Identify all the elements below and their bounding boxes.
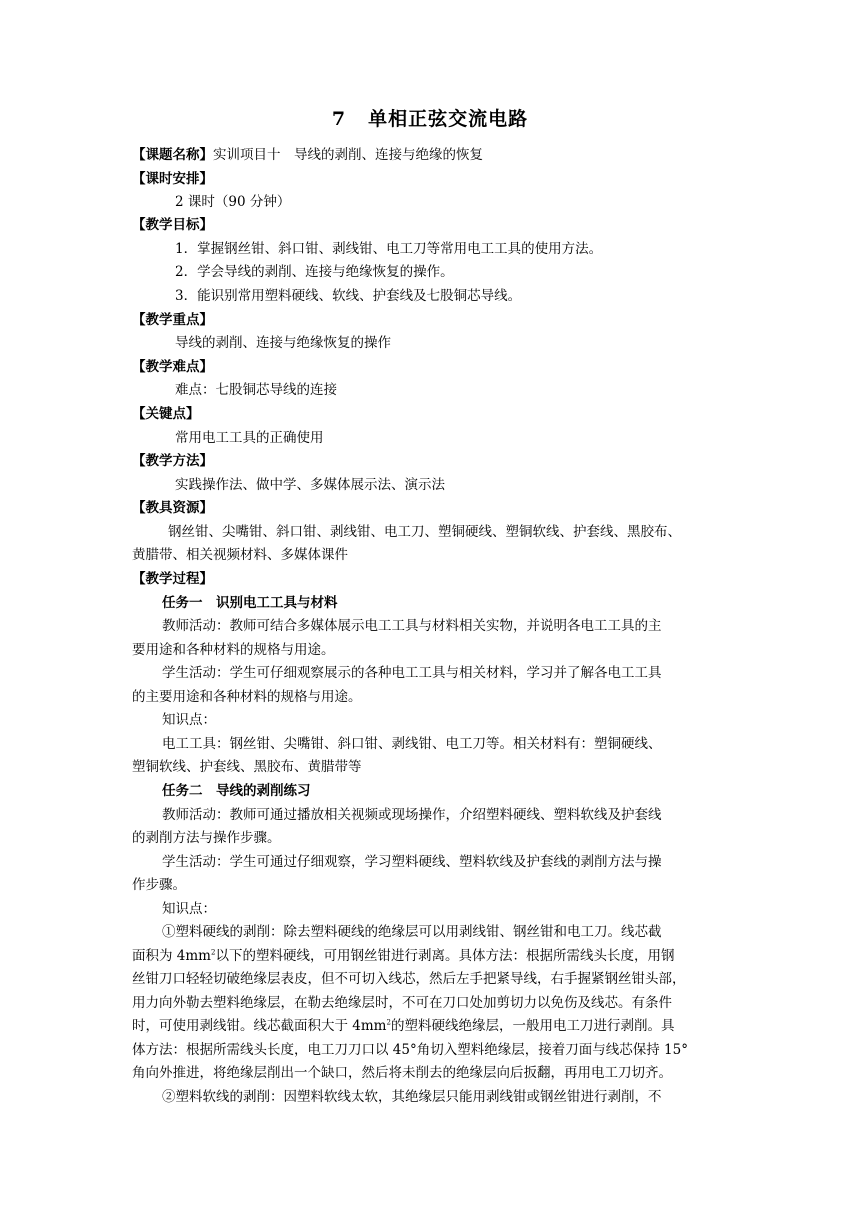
objective-item: 2．学会导线的剥削、连接与绝缘恢复的操作。 (175, 264, 454, 280)
objective-item: 1．掌握钢丝钳、斜口钳、剥线钳、电工刀等常用电工工具的使用方法。 (175, 241, 603, 257)
text-segment: 的塑料硬线绝缘层，一般用电工刀进行剥削。具 (390, 1018, 675, 1034)
schedule-label: 【课时安排】 (132, 171, 213, 187)
critical-label: 【关键点】 (132, 406, 200, 422)
task2-heading: 任务二 导线的剥削练习 (162, 783, 311, 799)
page-title (0, 104, 860, 131)
task2-knowledge-label: 知识点： (162, 901, 216, 917)
course-name-label: 【课题名称】 (132, 147, 213, 163)
objectives-label: 【教学目标】 (132, 217, 213, 233)
resources-line: 钢丝钳、尖嘴钳、斜口钳、剥线钳、电工刀、塑铜硬线、塑铜软线、护套线、黑胶布、 (168, 524, 681, 540)
key-points-label: 【教学重点】 (132, 312, 213, 328)
critical-value: 常用电工工具的正确使用 (175, 430, 324, 446)
schedule-value: 2 课时（90 分钟） (175, 194, 291, 210)
difficulties-label: 【教学难点】 (132, 359, 213, 375)
objective-item: 3．能识别常用塑料硬线、软线、护套线及七股铜芯导线。 (175, 288, 522, 304)
superscript: 2 (210, 948, 216, 957)
chapter-number: 7 (331, 108, 347, 130)
task1-heading: 任务一 识别电工工具与材料 (162, 595, 338, 611)
task1-knowledge-label: 知识点： (162, 712, 216, 728)
course-name-value: 实训项目十 导线的剥削、连接与绝缘的恢复 (213, 147, 483, 163)
hard-wire-paragraph-line: 用力向外勒去塑料绝缘层，在勒去绝缘层时，不可在刀口处加剪切力以免伤及线芯。有条件 (132, 995, 672, 1011)
task2-student-line: 作步骤。 (132, 877, 186, 893)
hard-wire-paragraph-line: 丝钳刀口轻轻切破绝缘层表皮，但不可切入线芯，然后左手把紧导线，右手握紧钢丝钳头部， (132, 971, 686, 987)
task1-knowledge-line: 电工工具：钢丝钳、尖嘴钳、斜口钳、剥线钳、电工刀等。相关材料有：塑铜硬线、 (162, 736, 662, 752)
methods-label: 【教学方法】 (132, 453, 213, 469)
superscript: 2 (386, 1018, 391, 1027)
soft-wire-paragraph-line: ②塑料软线的剥削：因塑料软线太软，其绝缘层只能用剥线钳或钢丝钳进行剥削，不 (162, 1089, 662, 1105)
hard-wire-paragraph-line: ①塑料硬线的剥削：除去塑料硬线的绝缘层可以用剥线钳、钢丝钳和电工刀。线芯截 (162, 924, 662, 940)
task1-knowledge-line: 塑铜软线、护套线、黑胶布、黄腊带等 (132, 759, 362, 775)
hard-wire-paragraph-line (132, 944, 732, 968)
chapter-title: 单相正弦交流电路 (368, 108, 529, 130)
task2-teacher-line: 教师活动：教师可通过播放相关视频或现场操作，介绍塑料硬线、塑料软线及护套线 (162, 807, 662, 823)
text-segment: 面积为 4mm (132, 948, 211, 964)
resources-line: 黄腊带、相关视频材料、多媒体课件 (132, 547, 348, 563)
task2-student-line: 学生活动：学生可通过仔细观察，学习塑料硬线、塑料软线及护套线的剥削方法与操 (162, 854, 662, 870)
hard-wire-paragraph-line: 体方法：根据所需线头长度，电工刀刀口以 45°角切入塑料绝缘层，接着刀面与线芯保持 15° (132, 1042, 688, 1058)
hard-wire-paragraph-line (132, 1014, 732, 1038)
task1-student-line: 的主要用途和各种材料的规格与用途。 (132, 689, 362, 705)
task1-teacher-line: 要用途和各种材料的规格与用途。 (132, 642, 335, 658)
resources-label: 【教具资源】 (132, 500, 213, 516)
text-segment: 以下的塑料硬线，可用钢丝钳进行剥离。具体方法：根据所需线头长度，用钢 (215, 948, 675, 964)
methods-value: 实践操作法、做中学、多媒体展示法、演示法 (175, 477, 445, 493)
process-label: 【教学过程】 (132, 571, 213, 587)
task1-student-line: 学生活动：学生可仔细观察展示的各种电工工具与相关材料，学习并了解各电工工具 (162, 665, 662, 681)
text-segment: 时，可使用剥线钳。线芯截面积大于 4mm (132, 1018, 387, 1034)
task1-teacher-line: 教师活动：教师可结合多媒体展示电工工具与材料相关实物，并说明各电工工具的主 (162, 618, 662, 634)
difficulties-value: 难点：七股铜芯导线的连接 (175, 382, 337, 398)
key-points-value: 导线的剥削、连接与绝缘恢复的操作 (175, 335, 391, 351)
task2-teacher-line: 的剥削方法与操作步骤。 (132, 830, 281, 846)
hard-wire-paragraph-line: 角向外推进，将绝缘层削出一个缺口，然后将未削去的绝缘层向后扳翻，再用电工刀切齐。 (132, 1065, 672, 1081)
course-name-line (132, 143, 732, 167)
